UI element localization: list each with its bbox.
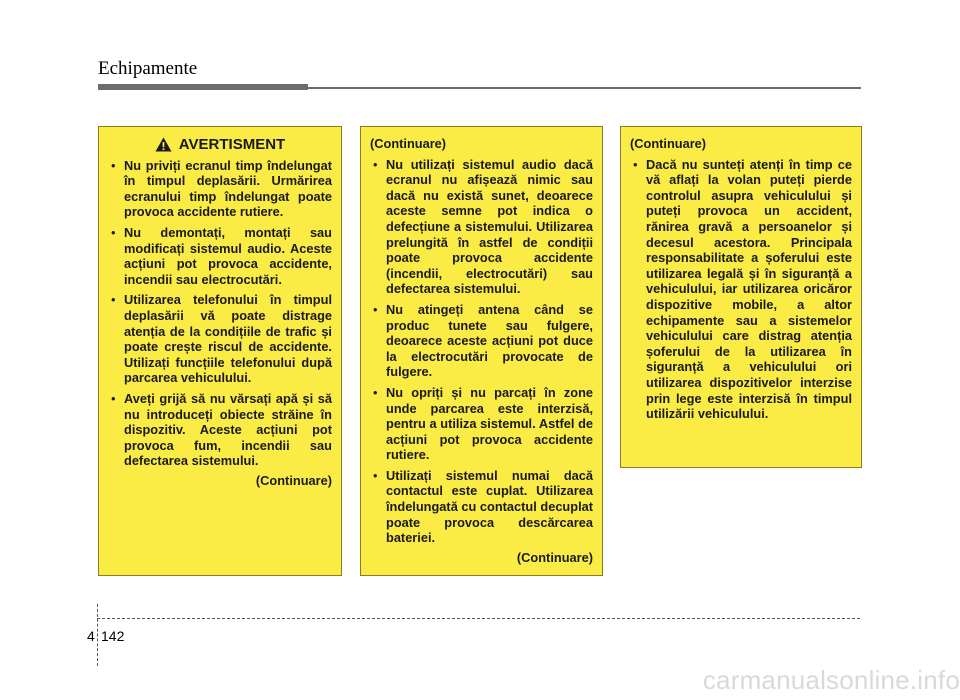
list-item-text: Nu priviți ecranul timp îndelungat în timpul deplasării. Urmărirea ecranului timp îndelungat poate provoca accidente rutiere. [124,157,332,220]
page-header-title: Echipamente [98,58,198,79]
header-rule-thin [308,87,861,89]
bullet-icon: • [373,384,378,400]
list-item-text: Aveți grijă să nu vărsați apă și să nu introduceți obiecte străine în dispozitiv. Aceste acțiuni pot provoca fum, incendii sau defectarea sistemului. [124,390,332,469]
bullet-icon: • [633,156,638,172]
continued-top-label: (Continuare) [370,136,447,151]
continued-label: (Continuare) [255,472,332,488]
bullet-icon: • [111,390,116,406]
bullet-icon: • [111,157,116,173]
header-rule-thick [98,84,308,90]
page-number: 142 [101,628,125,644]
bullet-icon: • [373,467,378,483]
warning-box-3 [620,126,862,468]
footer-divider [97,604,98,666]
bullet-icon: • [373,156,378,172]
list-item [370,157,593,297]
list-item-text: Dacă nu sunteți atenți în timp ce vă aflați la volan puteți pierde controlul asupra vehiculului și puteți provoca un accident, rănirea gravă a persoanelor și decesul acestora. Principala responsabilitate a șoferului este utilizarea legală și în siguranță a vehiculului, iar utilizarea oricăror dispozitive mobile, a altor echipamente sau a sistemelor vehiculului care distrag atenția șoferului de la utilizarea în siguranță a vehiculului ori utilizarea dispozitivelor interzise prin lege este interzisă în timpul utilizării vehiculului. [646,156,852,422]
warning-list-2 [370,157,593,546]
list-item-text: Utilizați sistemul numai dacă contactul este cuplat. Utilizarea îndelungată cu contactul decuplat poate provoca descărcarea bateriei. [386,467,593,546]
watermark: carmanualsonline.info [702,665,960,695]
warning-list-1 [108,158,332,469]
list-item [108,391,332,469]
list-item [630,157,852,422]
list-item-text: Nu atingeți antena când se produc tunete sau fulgere, deoarece aceste acțiuni pot duce la electrocutări provocate de fulgere. [386,301,593,380]
warning-box-1 [98,126,342,576]
bullet-icon: • [111,224,116,240]
footer-rule [97,618,860,619]
warning-title [108,137,332,153]
bullet-icon: • [111,292,116,308]
warning-box-2 [360,126,603,576]
continued-top-label: (Continuare) [630,136,707,151]
list-item-text: Nu utilizați sistemul audio dacă ecranul nu afișează nimic sau dacă nu există sunet, deoarece aceste semne pot indica o defecțiune a sistemului. Utilizarea prelungită în astfel de condiții poate provoca accidente (incendii, electrocutări) sau defectarea sistemului. [386,156,593,297]
list-item-text: Nu opriți și nu parcați în zone unde parcarea este interzisă, pentru a utiliza sistemul. Astfel de acțiuni pot provoca accidente rutiere. [386,384,593,463]
chapter-number: 4 [87,628,95,644]
list-item [108,158,332,220]
list-item [108,225,332,287]
list-item-text: Utilizarea telefonului în timpul deplasării vă poate distrage atenția de la condițiile de trafic și poate crește riscul de accidente. Utilizați funcțiile telefonului după parcarea vehiculului. [124,292,332,386]
continued-label: (Continuare) [516,549,593,565]
list-item [370,385,593,463]
warning-triangle-icon [155,137,172,152]
warning-list-3 [630,157,852,422]
list-item [370,302,593,380]
warning-title-text: AVERTISMENT [178,136,286,153]
list-item [370,468,593,546]
list-item [108,292,332,386]
list-item-text: Nu demontați, montați sau modificați sistemul audio. Aceste acțiuni pot provoca accidente, incendii sau electrocutări. [124,224,332,287]
bullet-icon: • [373,301,378,317]
